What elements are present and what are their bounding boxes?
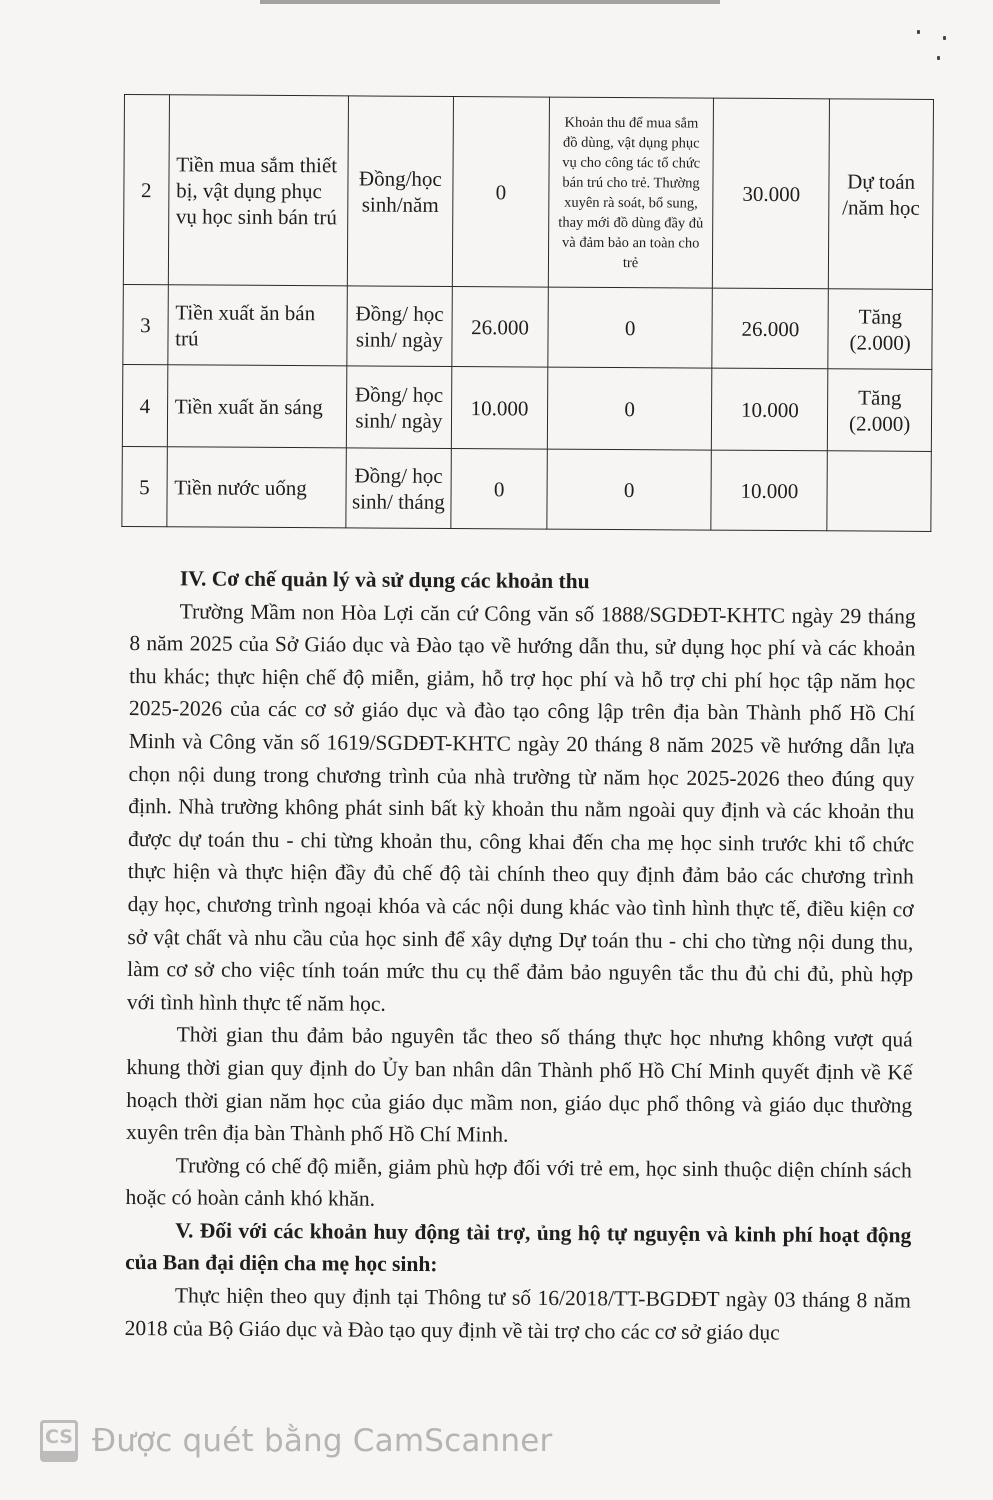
row-old-amount: 0 — [453, 97, 550, 288]
watermark-text: Được quét bằng CamScanner — [92, 1423, 553, 1459]
page-top-edge — [260, 0, 720, 4]
row-description: 0 — [548, 287, 713, 368]
row-stt: 5 — [122, 446, 167, 526]
row-fee-name: Tiền xuất ăn sáng — [167, 365, 346, 448]
row-old-amount: 0 — [451, 449, 547, 530]
row-unit: Đồng/học sinh/năm — [347, 96, 454, 287]
row-new-amount: 30.000 — [713, 98, 830, 289]
section-iv-paragraph: Trường Mầm non Hòa Lợi căn cứ Công văn số 1888/SGDĐT-KHTC ngày 29 tháng 8 năm 2025 của Sở Giáo dục và Đào tạo về hướng dẫn thu, sử dụng học phí và các khoản thu khác; thực hiện chế độ miễn, giảm, hỗ trợ học phí và hỗ trợ chi phí học tập năm học 2025-2026 của các cơ sở giáo dục và đào tạo công lập trên địa bàn Thành phố Hồ Chí Minh và Công văn số 1619/SGDĐT-KHTC ngày 20 tháng 8 năm 2025 về hướng dẫn lựa chọn nội dung trong chương trình của nhà trường từ năm học 2025-2026 theo đúng quy định. Nhà trường không phát sinh bất kỳ khoản thu nằm ngoài quy định và các khoản thu được dự toán thu - chi từng khoản thu, công khai đến cha mẹ học sinh trước khi tổ chức thực hiện và thực hiện đầy đủ chế độ tài chính theo quy định đảm bảo các chương trình dạy học, chương trình ngoại khóa và các nội dung khác vào tình hình thực tế, điều kiện cơ sở vật chất và nhu cầu của học sinh để xây dựng Dự toán thu - chi cho từng nội dung thu, làm cơ sở cho việc tính toán mức thu cụ thể đảm bảo nguyên tắc thu đủ chi đủ, phù hợp với tình hình thực tế năm học. — [126, 598, 916, 1016]
section-iv-heading: IV. Cơ chế quản lý và sử dụng các khoản thu — [179, 566, 590, 594]
table-row — [123, 284, 932, 369]
table-row — [123, 95, 933, 290]
scan-specks — [913, 28, 953, 68]
row-unit: Đồng/ học sinh/ tháng — [345, 448, 451, 529]
section-iv-paragraph: Trường có chế độ miễn, giảm phù hợp đối với trẻ em, học sinh thuộc diện chính sách hoặc có hoàn cảnh khó khăn. — [125, 1153, 912, 1212]
document-body — [125, 562, 916, 1350]
row-note — [827, 451, 931, 532]
row-stt: 3 — [123, 284, 168, 364]
section-iv-paragraph: Thời gian thu đảm bảo nguyên tắc theo số tháng thực học nhưng không vượt quá khung thời gian quy định do Ủy ban nhân dân Thành phố Hồ Chí Minh quyết định về Kế hoạch thời gian năm học của giáo dục mầm non, giáo dục phổ thông và giáo dục thường xuyên trên địa bàn Thành phố Hồ Chí Minh. — [125, 1022, 913, 1147]
camscanner-logo-icon: CS — [40, 1420, 78, 1462]
row-note: Tăng (2.000) — [828, 289, 932, 370]
row-new-amount: 26.000 — [712, 288, 828, 369]
row-new-amount: 10.000 — [712, 368, 828, 451]
row-unit: Đồng/ học sinh/ ngày — [346, 286, 452, 367]
section-v-paragraph: Thực hiện theo quy định tại Thông tư số 16/2018/TT-BGDĐT ngày 03 tháng 8 năm 2018 của Bộ Giáo dục và Đào tạo quy định về tài trợ cho các cơ sở giáo dục — [124, 1283, 911, 1345]
row-note: Dự toán /năm học — [829, 99, 934, 290]
row-old-amount: 26.000 — [452, 287, 548, 368]
row-note: Tăng (2.000) — [828, 369, 932, 452]
section-v-heading: V. Đối với các khoản huy động tài trợ, ủng hộ tự nguyện và kinh phí hoạt động của Ban đại diện cha mẹ học sinh: — [125, 1218, 912, 1277]
row-description: Khoản thu để mua sắm đồ dùng, vật dụng phục vụ cho công tác tổ chức bán trú cho trẻ. Thường xuyên rà soát, bổ sung, thay mới đồ dùng đầy đủ và đảm bảo an toàn cho trẻ — [548, 97, 714, 288]
row-old-amount: 10.000 — [452, 367, 548, 450]
row-fee-name: Tiền xuất ăn bán trú — [168, 285, 347, 366]
table-row — [122, 446, 931, 531]
row-stt: 4 — [122, 364, 167, 446]
camscanner-watermark — [40, 1420, 552, 1462]
fee-table — [121, 94, 934, 532]
row-stt: 2 — [123, 95, 169, 285]
row-description: 0 — [547, 449, 712, 530]
row-description: 0 — [547, 367, 712, 450]
row-fee-name: Tiền nước uống — [167, 447, 346, 528]
table-row — [122, 364, 931, 451]
row-new-amount: 10.000 — [711, 450, 827, 531]
row-fee-name: Tiền mua sắm thiết bị, vật dụng phục vụ học sinh bán trú — [168, 95, 348, 286]
row-unit: Đồng/ học sinh/ ngày — [346, 366, 452, 449]
